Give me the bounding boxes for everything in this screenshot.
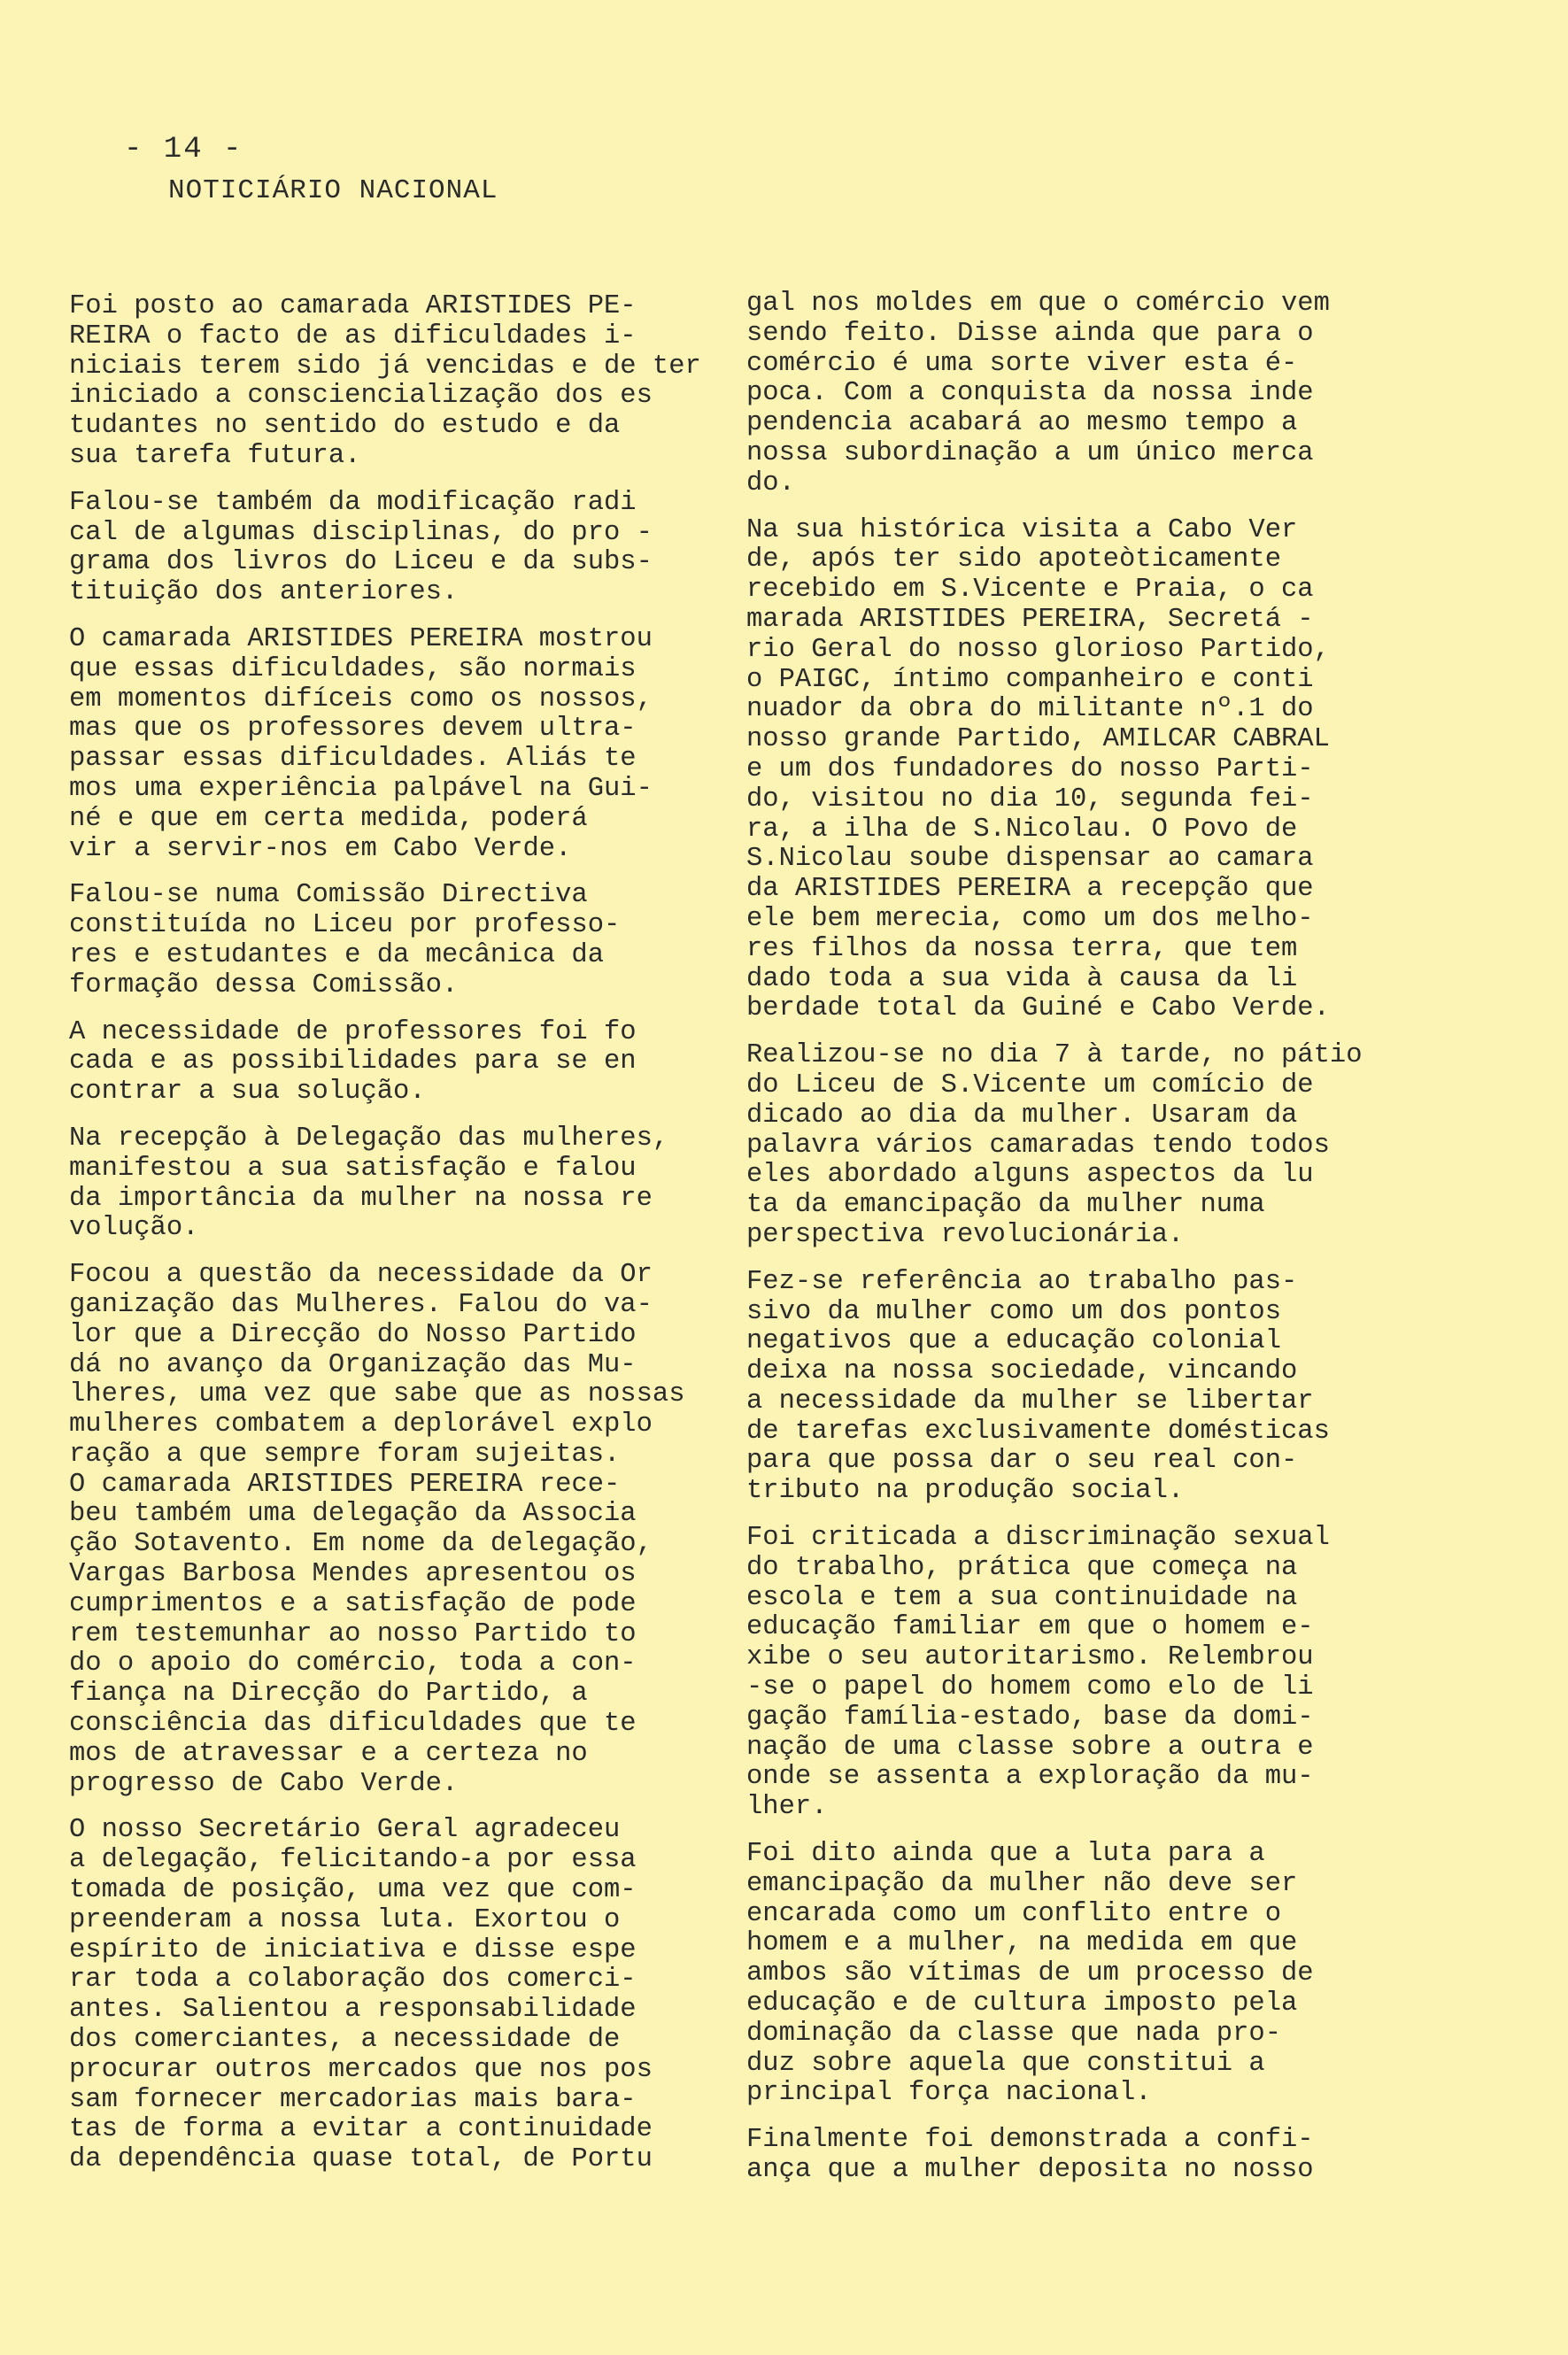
paragraph: Realizou-se no dia 7 à tarde, no pátio do Liceu de S.Vicente um comício de dicado ao dia da mulher. Usaram da palavra vários camaradas tendo todos eles abordado alguns aspectos da lu ta da emancipação da mulher numa perspectiva revolucionária. bbox=[746, 1040, 1363, 1250]
paragraph: Falou-se numa Comissão Directiva constituída no Liceu por professo- res e estudantes e da mecânica da formação dessa Comissão. bbox=[69, 880, 621, 1000]
paragraph: Foi criticada a discriminação sexual do trabalho, prática que começa na escola e tem a sua continuidade na educação familiar em que o homem e- xibe o seu autoritarismo. Relembrou -se o papel do homem como elo de li gação família-estado, base da domi- nação de uma classe sobre a outra e onde se assenta a exploração da mu- lher. bbox=[746, 1523, 1330, 1823]
paragraph: O camarada ARISTIDES PEREIRA mostrou que essas dificuldades, são normais em momentos difíceis como os nossos, mas que os professores devem ultra- passar essas dificuldades. Aliás te mos uma experiência palpável na Gui- né e que em certa medida, poderá vir a servir-nos em Cabo Verde. bbox=[69, 623, 653, 864]
paragraph: Foi posto ao camarada ARISTIDES PE- REIRA o facto de as dificuldades i- niciais terem sido já vencidas e de ter iniciado a consciencialização dos es tudantes no sentido do estudo e da sua tarefa futura. bbox=[69, 291, 701, 471]
paragraph: Fez-se referência ao trabalho pas- sivo da mulher como um dos pontos negativos que a educação colonial deixa na nossa sociedade, vincando a necessidade da mulher se libertar de tarefas exclusivamente domésticas para que possa dar o seu real con- tributo na produção social. bbox=[746, 1266, 1330, 1507]
paragraph: O nosso Secretário Geral agradeceu a delegação, felicitando-a por essa tomada de posição, uma vez que com- preenderam a nossa luta. Exortou o espírito de iniciativa e disse espe rar toda a colaboração dos comerci- antes. Salientou a responsabilidade dos comerciantes, a necessidade de procurar outros mercados que nos pos sam fornecer mercadorias mais bara- tas de forma a evitar a continuidade da dependência quase total, de Portu bbox=[69, 1815, 653, 2175]
paragraph: Finalmente foi demonstrada a confi- ança que a mulher deposita no nosso bbox=[746, 2125, 1314, 2186]
page-number: - 14 - bbox=[124, 133, 243, 166]
paragraph: O camarada ARISTIDES PEREIRA rece- beu também uma delegação da Associa ção Sotavento. Em nome da delegação, Vargas Barbosa Mendes apresentou os cumprimentos e a satisfação de pode rem testemunhar ao nosso Partido to do o apoio do comércio, toda a con- fiança na Direcção do Partido, a consciência das dificuldades que te mos de atravessar e a certeza no progresso de Cabo Verde. bbox=[69, 1469, 653, 1799]
paragraph: A necessidade de professores foi fo cada e as possibilidades para se en contrar a sua solução. bbox=[69, 1016, 637, 1108]
left-column bbox=[69, 292, 755, 2192]
paragraph: Na recepção à Delegação das mulheres, manifestou a sua satisfação e falou da importância da mulher na nossa re volução. bbox=[69, 1123, 669, 1244]
paragraph: Focou a questão da necessidade da Or ganização das Mulheres. Falou do va- lor que a Direcção do Nosso Partido dá no avanço da Organização das Mu- lheres, uma vez que sabe que as nossas mulheres combatem a deplorável explo ração a que sempre foram sujeitas. bbox=[69, 1260, 685, 1470]
section-title: NOTICIÁRIO NACIONAL bbox=[168, 175, 498, 206]
paragraph: Foi dito ainda que a luta para a emancipação da mulher não deve ser encarada como um conflito entre o homem e a mulher, na medida em que ambos são vítimas de um processo de educação e de cultura imposto pela dominação da classe que nada pro- duz sobre aquela que constitui a principal força nacional. bbox=[746, 1839, 1314, 2109]
paragraph: gal nos moldes em que o comércio vem sendo feito. Disse ainda que para o comércio é uma sorte viver esta é- poca. Com a conquista da nossa inde pendencia acabará ao mesmo tempo a nossa subordinação a um único merca do. bbox=[746, 289, 1330, 498]
paragraph: Falou-se também da modificação radi cal de algumas disciplinas, do pro - grama dos livros do Liceu e da subs- tituição dos anteriores. bbox=[69, 487, 653, 608]
right-column bbox=[746, 290, 1455, 2203]
paragraph: Na sua histórica visita a Cabo Ver de, após ter sido apoteòticamente recebido em S.Vicente e Praia, o ca marada ARISTIDES PEREIRA, Secretá - rio Geral do nosso glorioso Partido, o PAIGC, íntimo companheiro e conti nuador da obra do militante nº.1 do nosso grande Partido, AMILCAR CABRAL e um dos fundadores do nosso Parti- do, visitou no dia 10, segunda fei- ra, a ilha de S.Nicolau. O Povo de S.Nicolau soube dispensar ao camara da ARISTIDES PEREIRA a recepção que ele bem merecia, como um dos melho- res filhos da nossa terra, que tem dado toda a sua vida à causa da li berdade total da Guiné e Cabo Verde. bbox=[746, 514, 1330, 1024]
